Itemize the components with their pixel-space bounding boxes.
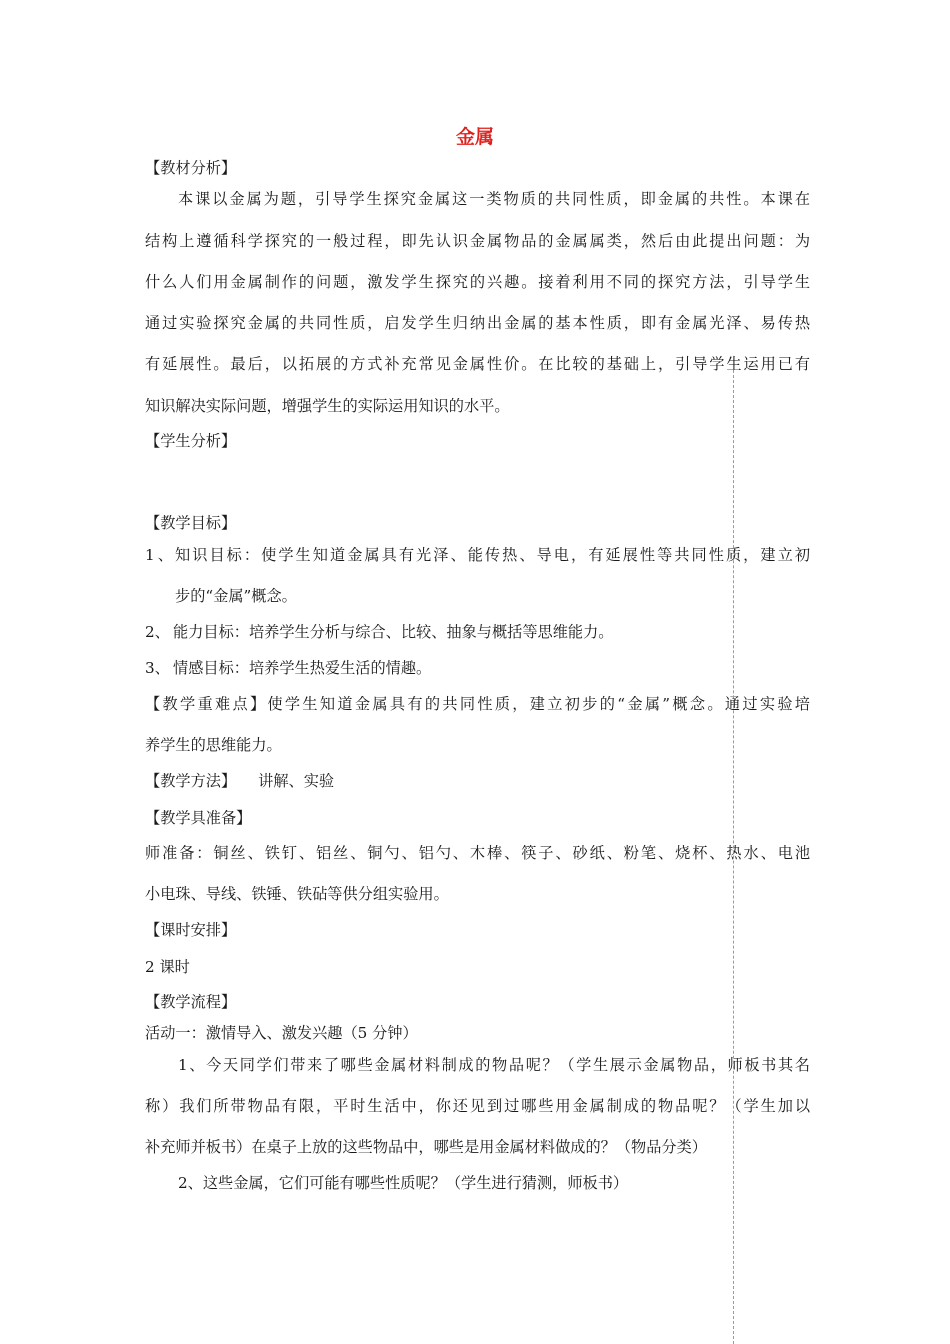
schedule-value: 2 课时 xyxy=(145,958,190,976)
goal-number: 2、 xyxy=(145,623,170,641)
keypoints-line: 【教学重难点】使学生知道金属具有的共同性质，建立初步的“金属”概念。通过实验培 xyxy=(145,695,810,713)
goal-text-continued: 步的“金属”概念。 xyxy=(175,587,297,605)
section-heading-schedule: 【课时安排】 xyxy=(145,921,237,939)
method-line xyxy=(145,769,810,793)
goal-number: 1、 xyxy=(145,546,173,564)
flow-paragraph-line: 补充师并板书）在桌子上放的这些物品中，哪些是用金属材料做成的？（物品分类） xyxy=(145,1138,707,1156)
material-line: 有延展性。最后，以拓展的方式补充常见金属性价。在比较的基础上，引导学生运用已有 xyxy=(145,355,810,373)
section-heading-student: 【学生分析】 xyxy=(145,432,237,450)
goal-text: 能力目标：培养学生分析与综合、比较、抽象与概括等思维能力。 xyxy=(173,623,614,641)
flow-paragraph-line: 2、这些金属，它们可能有哪些性质呢？（学生进行猜测，师板书） xyxy=(178,1174,629,1192)
goal-number: 3、 xyxy=(145,659,170,677)
material-line: 通过实验探究金属的共同性质，启发学生归纳出金属的基本性质，即有金属光泽、易传热 xyxy=(145,314,810,332)
goal-text: 知识目标：使学生知道金属具有光泽、能传热、导电，有延展性等共同性质，建立初 xyxy=(173,546,810,564)
section-heading-flow: 【教学流程】 xyxy=(145,993,237,1011)
material-line: 本课以金属为题，引导学生探究金属这一类物质的共同性质，即金属的共性。本课在 xyxy=(178,190,810,208)
material-line: 知识解决实际问题，增强学生的实际运用知识的水平。 xyxy=(145,397,510,415)
section-heading-material: 【教材分析】 xyxy=(145,159,237,177)
prep-line: 小电珠、导线、铁锤、铁砧等供分组实验用。 xyxy=(145,885,449,903)
keypoints-line: 养学生的思维能力。 xyxy=(145,736,282,754)
page-title: 金属 xyxy=(455,126,494,148)
goal-item xyxy=(145,543,810,567)
flow-paragraph-line: 1、今天同学们带来了哪些金属材料制成的物品呢？（学生展示金属物品，师板书其名 xyxy=(178,1056,810,1074)
material-line: 结构上遵循科学探究的一般过程，即先认识金属物品的金属属类，然后由此提出问题：为 xyxy=(145,232,810,250)
goal-item xyxy=(145,620,810,644)
goal-text: 情感目标：培养学生热爱生活的情趣。 xyxy=(173,659,432,677)
section-heading-method: 【教学方法】 xyxy=(145,772,237,790)
section-heading-goals: 【教学目标】 xyxy=(145,514,237,532)
material-line: 什么人们用金属制作的问题，激发学生探究的兴趣。接着利用不同的探究方法，引导学生 xyxy=(145,273,810,291)
goal-item xyxy=(145,656,810,680)
margin-dashed-line xyxy=(733,370,734,1344)
flow-paragraph-line: 称）我们所带物品有限，平时生活中，你还见到过哪些用金属制成的物品呢？（学生加以 xyxy=(145,1097,810,1115)
prep-line: 师准备：铜丝、铁钉、铝丝、铜勺、铝勺、木棒、筷子、砂纸、粉笔、烧杯、热水、电池 xyxy=(145,844,810,862)
method-value: 讲解、实验 xyxy=(258,772,335,790)
activity-title: 活动一：激情导入、激发兴趣（5 分钟） xyxy=(145,1024,418,1042)
section-heading-prep: 【教学具准备】 xyxy=(145,809,252,827)
